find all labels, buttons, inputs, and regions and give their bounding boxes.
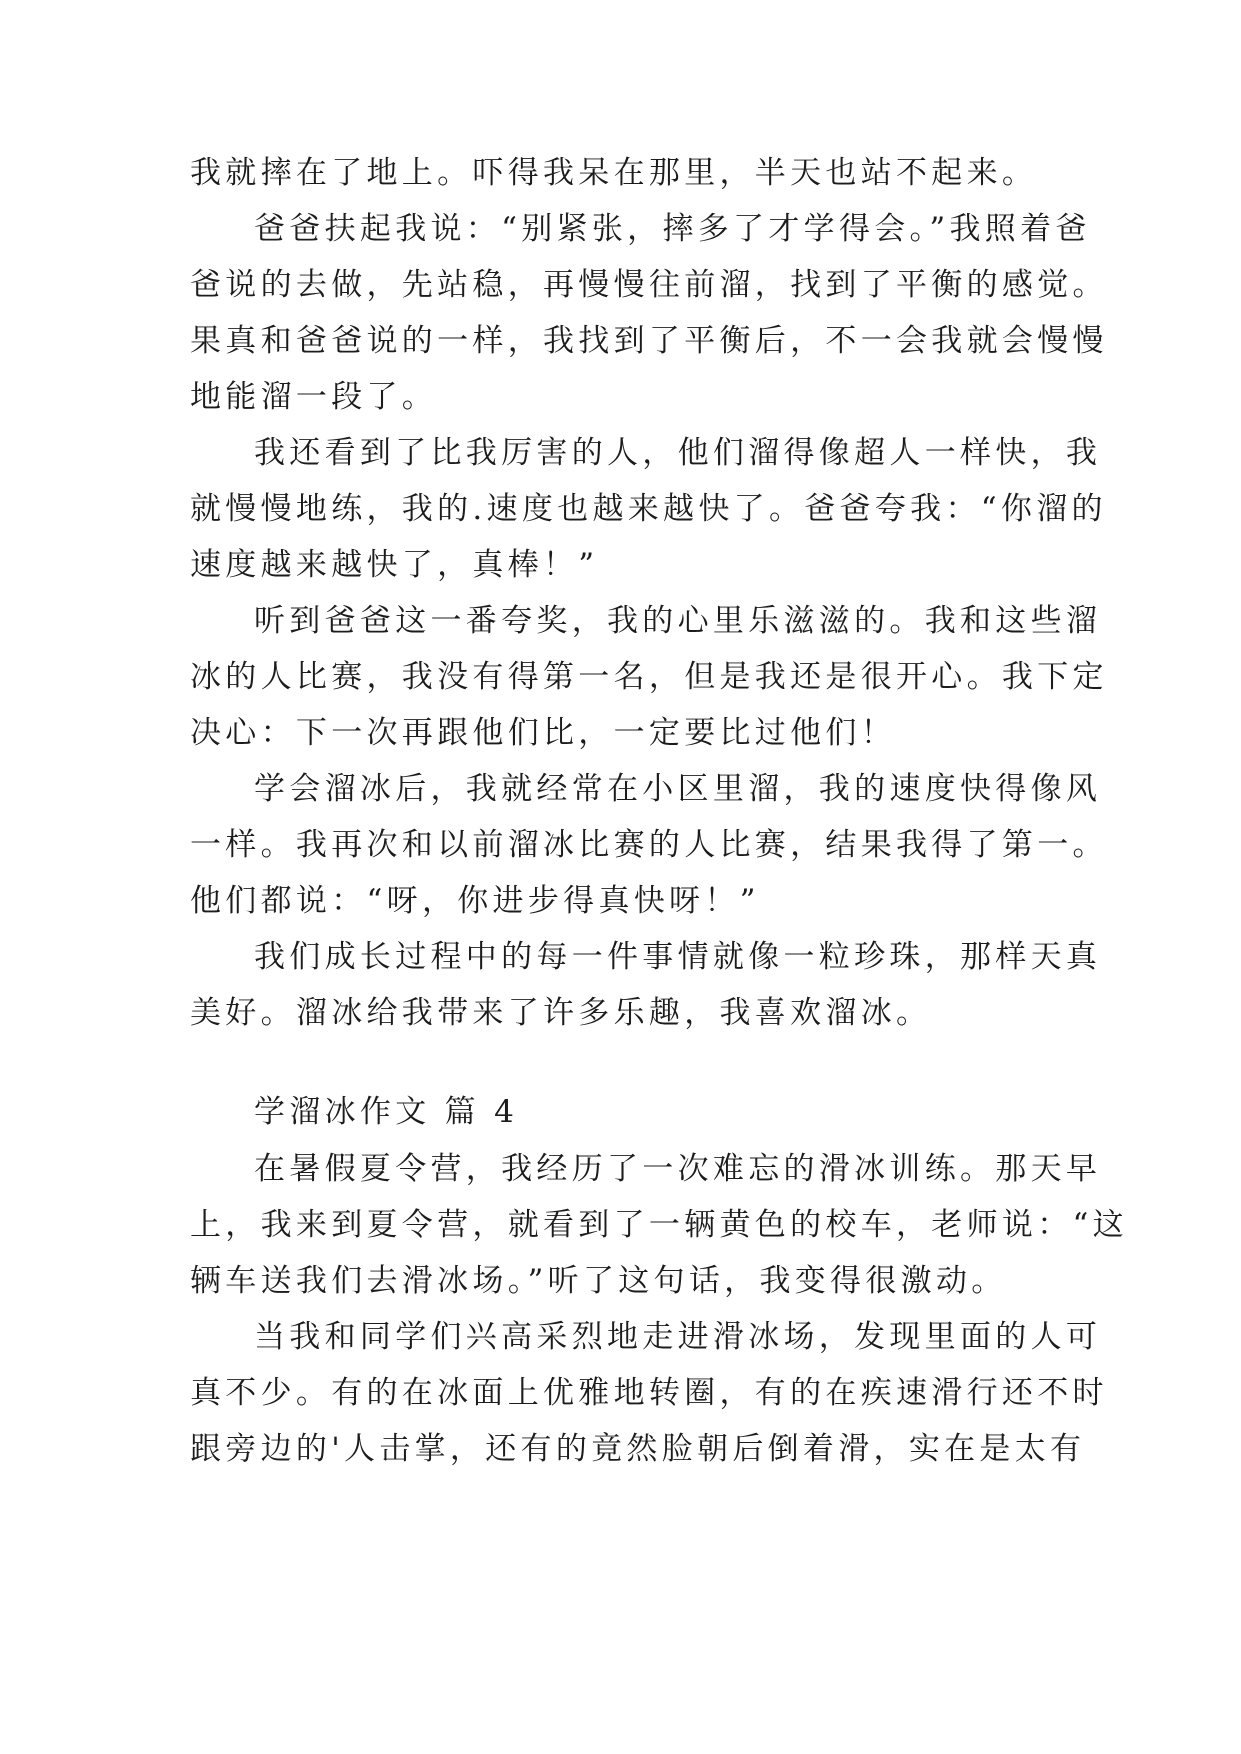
text-line: 上，我来到夏令营，就看到了一辆黄色的校车，老师说：“这 — [190, 1207, 1128, 1243]
text-line: 就慢慢地练，我的.速度也越来越快了。爸爸夸我：“你溜的 — [190, 491, 1107, 527]
text-line: 跟旁边的'人击掌，还有的竟然脸朝后倒着滑，实在是太有 — [190, 1431, 1086, 1467]
text-line: 他们都说：“呀，你进步得真快呀！” — [190, 883, 760, 919]
text-line: 冰的人比赛，我没有得第一名，但是我还是很开心。我下定 — [190, 659, 1108, 695]
text-line: 学会溜冰后，我就经常在小区里溜，我的速度快得像风 — [254, 771, 1102, 807]
text-line: 地能溜一段了。 — [190, 379, 438, 415]
section-heading: 学溜冰作文 篇 4 — [254, 1094, 519, 1130]
text-line: 一样。我再次和以前溜冰比赛的人比赛，结果我得了第一。 — [190, 827, 1108, 863]
text-line: 爸爸扶起我说：“别紧张，摔多了才学得会。”我照着爸 — [254, 211, 1091, 247]
text-line: 我们成长过程中的每一件事情就像一粒珍珠，那样天真 — [254, 939, 1102, 975]
text-line: 果真和爸爸说的一样，我找到了平衡后，不一会我就会慢慢 — [190, 323, 1108, 359]
text-line: 辆车送我们去滑冰场。”听了这句话，我变得很激动。 — [190, 1263, 1007, 1299]
text-line: 决心：下一次再跟他们比，一定要比过他们！ — [190, 715, 896, 751]
text-line: 速度越来越快了，真棒！” — [190, 547, 599, 583]
text-line: 在暑假夏令营，我经历了一次难忘的滑冰训练。那天早 — [254, 1151, 1102, 1187]
text-line: 我还看到了比我厉害的人，他们溜得像超人一样快，我 — [254, 435, 1102, 471]
text-line: 爸说的去做，先站稳，再慢慢往前溜，找到了平衡的感觉。 — [190, 267, 1108, 303]
text-line: 听到爸爸这一番夸奖，我的心里乐滋滋的。我和这些溜 — [254, 603, 1102, 639]
text-line: 真不少。有的在冰面上优雅地转圈，有的在疾速滑行还不时 — [190, 1375, 1108, 1411]
text-line: 当我和同学们兴高采烈地走进滑冰场，发现里面的人可 — [254, 1319, 1102, 1355]
text-line: 美好。溜冰给我带来了许多乐趣，我喜欢溜冰。 — [190, 995, 932, 1031]
text-line: 我就摔在了地上。吓得我呆在那里，半天也站不起来。 — [190, 155, 1038, 191]
